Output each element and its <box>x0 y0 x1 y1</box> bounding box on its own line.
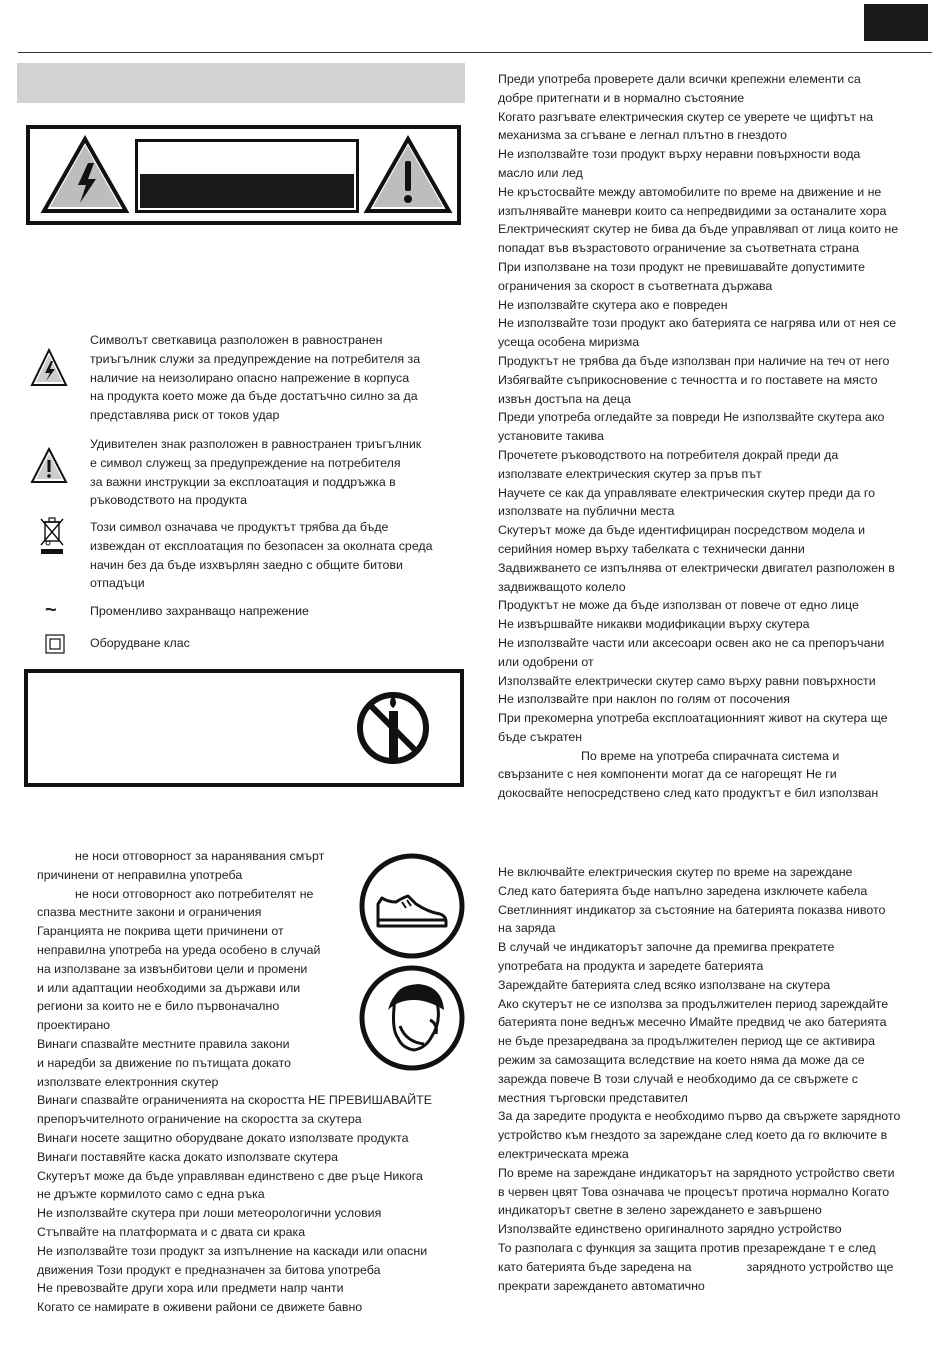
page-tab <box>864 4 928 41</box>
safety-instructions-list: Преди употреба проверете дали всички крепежни елементи са добре притегнати и в нормално състояние Когато разгъвате електрическия скутер се уверете че щифтът на механизма за сгъване е легнал плътно в гнездото Не използвайте този продукт върху неравни повърхности вода масло или лед Не кръстосвайте между автомобилите по време на движение и не изпълнявайте маневри които са непредвидими за останалите хора Електрическият скутер не бива да бъде управлявап от лица които не попадат във възрастовото ограничение за съответната страна При използване на този продукт не превишавайте допустимите ограничения за скорост в съответната държава Не използвайте скутера ако е повреден Не използвайте този продукт ако батерията се нагрява или от нея се усеща особена миризма Продуктът не трябва да бъде използван при наличие на теч от него Избягвайте съприкосновение с течността и го поставете на място извън достъпа на деца Преди употреба огледайте за повреди Не използвайте скутера ако установите такива Прочетете ръководството на потребителя докрай преди да използвате електрическия скутер за пръв път Научете се как да управлявате електрическия скутер преди да го използвате на публични места Скутерът може да бъде идентифициран посредством модела и серийния номер върху табелката с технически данни Задвижването се изпълнява от електрически двигател разположен в задвижващото колело Продуктът не може да бъде използван от повече от едно лице Не извършвайте никакви модификации върху скутера Не използвайте части или аксесоари освен ако не са препоръчани или одобрени от Използвайте електрически скутер само върху равни повърхности Не използвайте при наклон по голям от посочения При прекомерна употреба експлоатационният живот на скутера ще бъде съкратен По време на употреба спирачната система и свързаните с нея компоненти могат да се нагорещят Не ги докосвайте непосредствено след като продуктът е бил използван <box>498 72 899 801</box>
header-rule <box>18 52 932 53</box>
open-flame-warning-box <box>24 669 464 787</box>
helmet-icon <box>358 964 466 1072</box>
ac-symbol-text: Променливо захранващо напрежение <box>90 604 309 618</box>
charging-instructions-list: Не включвайте електрическия скутер по време на зареждане След като батерията бъде напълно заредена изключете кабела Светлинният индикатор за състояние на батерията показва нивото на заряда В случай че индикаторът започне да премигва прекратете употребата на продукта и заредете батерията Зареждайте батерията след всяко използване на скутера Ако скутерът не се използва за продължителен период зареждайте батерията поне веднъж месечно Имайте предвид че ако батерията не бъде презаредвана за продължителен период ще се активира режим за самозащита вследствие на което няма да може да се зарежда повече В този случай е необходимо да се свържете с местния търговски представител За да заредите продукта е необходимо първо да свържете зарядното устройство към гнездото за зареждане след което да го включите в електрическата мрежа По време на зареждане индикаторът на зарядното устройство свети в червен цвят Това означава че процесът протича нормално Когато индикаторът светне в зелено зареждането е завършено Използвайте единствено оригиналното зарядно устройство То разполага с функция за защита против презареждане т е след като батерията бъде заредена на зарядното устройство ще прекрати зареждането автоматично <box>498 865 901 1293</box>
caution-box <box>26 125 461 225</box>
exclamation-warning-icon <box>363 133 453 215</box>
double-square-icon <box>45 634 65 654</box>
weee-symbol-text: Този символ означава че продуктът трябва да бъде извеждан от експлоатация по безопасен за околната среда начин без да бъде изхвърлян заедно с общите битови отпадъци <box>90 520 433 591</box>
shoe-icon <box>358 852 466 960</box>
exclamation-warning-icon <box>30 446 68 486</box>
caution-label-panel <box>135 139 359 213</box>
class2-symbol-text: Оборудване клас <box>90 636 190 650</box>
no-candle-icon <box>356 691 430 765</box>
usage-instructions-list: не носи отговорност за наранявания смърт причинени от неправилна употреба не носи отговорност ако потребителят не спазва местните закони и ограничения Гаранцията не покрива щети причинени от неправилна употреба на уреда особено в случай на използване за извънбитови цели и промени и или адаптации необходими за държави или региони за които не е било първоначално проектирано Винаги спазвайте местните правила закони и наредби за движение по пътищата докато използвате електронния скутер Винаги спазвайте ограниченията на скоростта НЕ ПРЕВИШАВАЙТЕ препоръчителното ограничение на скоростта за скутера Винаги носете защитно оборудване докато използвате продукта Винаги поставяйте каска докато използвате скутера Скутерът може да бъде управляван единствено с две ръце Никога не дръжте кормилото само с една ръка Не използвайте скутера при лоши метеорологични условия Стъпвайте на платформата и с двата си крака Не използвайте този продукт за изпълнение на каскади или опасни движения Този продукт е предназначен за битова употреба Не превозвайте други хора или предмети напр чанти Когато се намирате в оживени райони се движете бавно <box>37 849 432 1315</box>
section-header-bar <box>17 63 465 103</box>
exclamation-symbol-text: Удивителен знак разположен в равностранен триъгълник е символ служещ за предупреждение на потребителя за важни инструкции за експлоатация и поддръжка в ръководството на продукта <box>90 437 422 508</box>
lightning-warning-icon <box>30 347 68 389</box>
tilde-icon: ~ <box>45 599 57 621</box>
lightning-warning-icon <box>40 133 130 215</box>
lightning-symbol-text: Символът светкавица разположен в равностранен триъгълник служи за предупреждение на потребителя за наличие на неизолирано опасно напрежение в корпуса на продукта което може да бъде достатъчно силно за да представлява риск от токов удар <box>90 333 421 423</box>
crossed-bin-icon <box>38 515 68 557</box>
